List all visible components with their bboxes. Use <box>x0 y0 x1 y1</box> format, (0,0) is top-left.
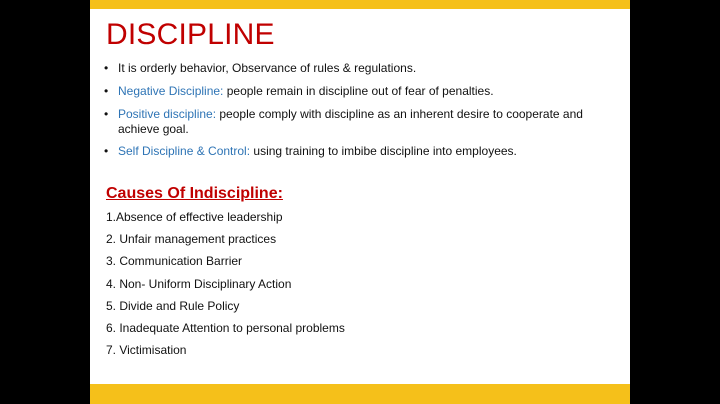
slide <box>90 0 630 404</box>
cause-item: 3. Communication Barrier <box>106 254 243 269</box>
top-accent-bar <box>90 0 630 9</box>
bullet-dot-icon: • <box>104 61 109 75</box>
bullet-text: people comply with discipline as an inherent desire to cooperate and achieve goal. <box>118 107 583 136</box>
bullet-item <box>104 107 624 137</box>
bullet-dot-icon: • <box>104 84 109 98</box>
bullet-term: Positive discipline: <box>118 107 217 121</box>
bullet-dot-icon: • <box>104 144 109 158</box>
bottom-accent-bar <box>90 384 630 404</box>
cause-item: 7. Victimisation <box>106 343 187 358</box>
cause-item: 2. Unfair management practices <box>106 232 277 247</box>
bullet-text: It is orderly behavior, Observance of rules & regulations. <box>118 61 417 75</box>
bullet-item <box>104 84 624 99</box>
bullet-item <box>104 61 624 76</box>
bullet-item <box>104 144 624 159</box>
definition-list <box>104 61 624 167</box>
causes-heading: Causes Of Indiscipline: <box>106 185 283 202</box>
slide-title: DISCIPLINE <box>106 18 275 51</box>
bullet-text: using training to imbibe discipline into employees. <box>250 144 517 158</box>
cause-item: 5. Divide and Rule Policy <box>106 298 240 313</box>
causes-list <box>106 210 345 365</box>
cause-item: 6. Inadequate Attention to personal problems <box>106 320 345 335</box>
bullet-term: Negative Discipline: <box>118 84 224 98</box>
cause-item: 1.Absence of effective leadership <box>106 210 283 224</box>
bullet-dot-icon: • <box>104 107 109 121</box>
bullet-term: Self Discipline & Control: <box>118 144 251 158</box>
cause-item: 4. Non- Uniform Disciplinary Action <box>106 276 292 291</box>
bullet-text: people remain in discipline out of fear of penalties. <box>223 84 494 98</box>
